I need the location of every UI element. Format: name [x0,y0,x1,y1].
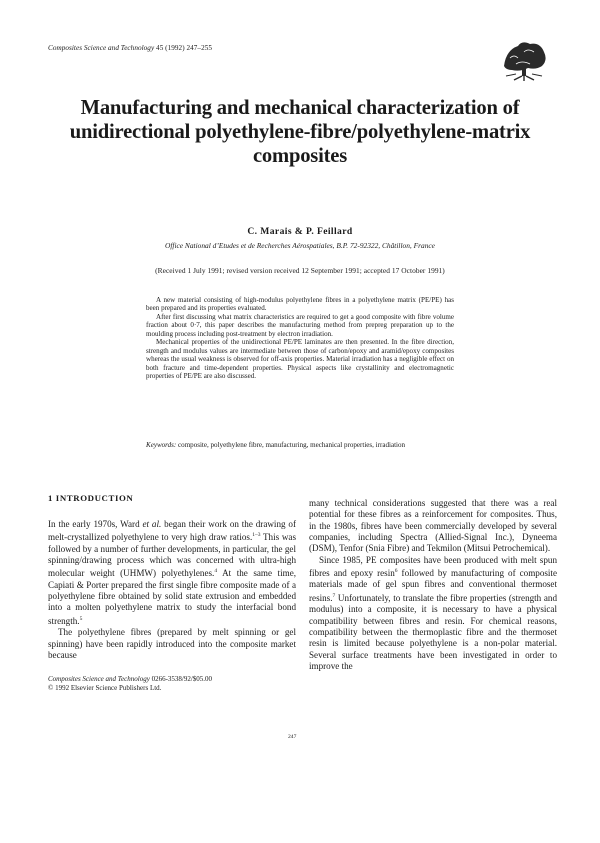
intro-text-f: followed by manufacturing of composite materials made of gel spun fibres and conventional thermoset resins. [309,568,557,603]
intro-paragraph-2: The polyethylene fibres (prepared by melt spinning or gel spinning) have been rapidly introduced into the composite market because [48,627,296,660]
page-number: 247 [288,734,297,740]
footnote-code: 0266-3538/92/$05.00 [151,675,213,683]
footnote-journal: Composites Science and Technology [48,675,150,683]
journal-header [48,44,212,52]
keywords [146,441,454,450]
journal-volume: 45 (1992) 247–255 [156,44,212,52]
intro-text-b: began their work on the drawing of melt-crystallized polyethylene to very high draw ratios. [48,519,296,543]
ref-4: 4 [214,568,218,575]
intro-text-d: At the same time, Capiati & Porter prepared the first single fibre composite made of a polyethylene fibre obtained by solid state extrusion and embedded into a molten polyethylene matrix to study the interfacial bond strength. [48,568,296,626]
right-column [309,498,557,672]
intro-paragraph-3: many technical considerations suggested that there was a real potential for these fibres as a reinforcement for composites. Thus, in the 1980s, fibres have been commercially developed by several companies, including Spectra (Allied-Signal Inc.), Dyneema (DSM), Tenfor (Snia Fibre) and Tekmilon (Mitsui Petrochemical). [309,498,557,554]
received-dates: (Received 1 July 1991; revised version received 12 September 1991; accepted 17 October 1991) [155,266,445,275]
ref-6: 6 [394,568,398,575]
authors: C. Marais & P. Feillard [247,226,353,237]
abstract-paragraph-1: A new material consisting of high-modulus polyethylene fibres in a polyethylene matrix (PE/PE) has been prepared and its properties evaluated. [146,296,454,313]
journal-name: Composites Science and Technology [48,44,155,52]
intro-text-g: Unfortunately, to translate the fibre properties (strength and modulus) into a composite, it is necessary to have a physical compatibility between fibres and resin. For chemical reasons, compatibility between the thermoplastic fibre and the thermoset resin is limited because polyethylene is a non-polar material. Several surface treatments have been investigated in order to improve the [309,592,557,671]
keywords-text: composite, polyethylene fibre, manufacturing, mechanical properties, irradiation [178,441,406,449]
affiliation: Office National d’Etudes et de Recherches Aérospatiales, B.P. 72-92322, Châtillon, France [165,241,435,250]
intro-text-a: In the early 1970s, Ward [48,519,140,529]
footnote-line-1 [48,675,296,684]
footnote [48,675,296,692]
intro-paragraph-4 [309,555,557,673]
section-heading: 1 INTRODUCTION [48,493,134,503]
abstract [146,296,454,381]
abstract-paragraph-2: After first discussing what matrix characteristics are required to get a good composite with fibre volume fraction about 0·7, this paper describes the manufacturing method from prepreg preparation up to the moulding process including post-treatment by electron irradiation. [146,312,454,338]
et-al: et al. [142,519,162,529]
left-column [48,519,296,661]
footnote-copyright: © 1992 Elsevier Science Publishers Ltd. [48,683,162,692]
intro-paragraph-1 [48,519,296,627]
intro-text-e: Since 1985, PE composites have been produced with melt spun fibres and epoxy resin [309,554,557,579]
ref-7: 7 [332,592,336,599]
elsevier-tree-logo [500,36,548,82]
ref-5: 5 [79,615,83,622]
ref-1-3: 1–3 [252,532,261,539]
abstract-paragraph-3: Mechanical properties of the unidirectional PE/PE laminates are then presented. In the fibre direction, strength and modulus values are intermediate between those of carbon/epoxy and aramid/epoxy composites whereas the usual weakness is observed for off-axis properties. Material irradiation has a negligible effect on both fracture and time-dependent properties. Physical aspects like crystallinity and electromagnetic properties of PE/PE are also discussed. [146,338,454,381]
intro-text-c: This was followed by a number of further developments, in particular, the gel spinning/drawing process which was concerned with ultra-high molecular weight (UHMW) polyethylenes. [48,532,296,579]
keywords-label: Keywords: [146,441,177,449]
paper-title: Manufacturing and mechanical characterization of unidirectional polyethylene-fibre/polyethylene-matrix composites [69,97,531,167]
